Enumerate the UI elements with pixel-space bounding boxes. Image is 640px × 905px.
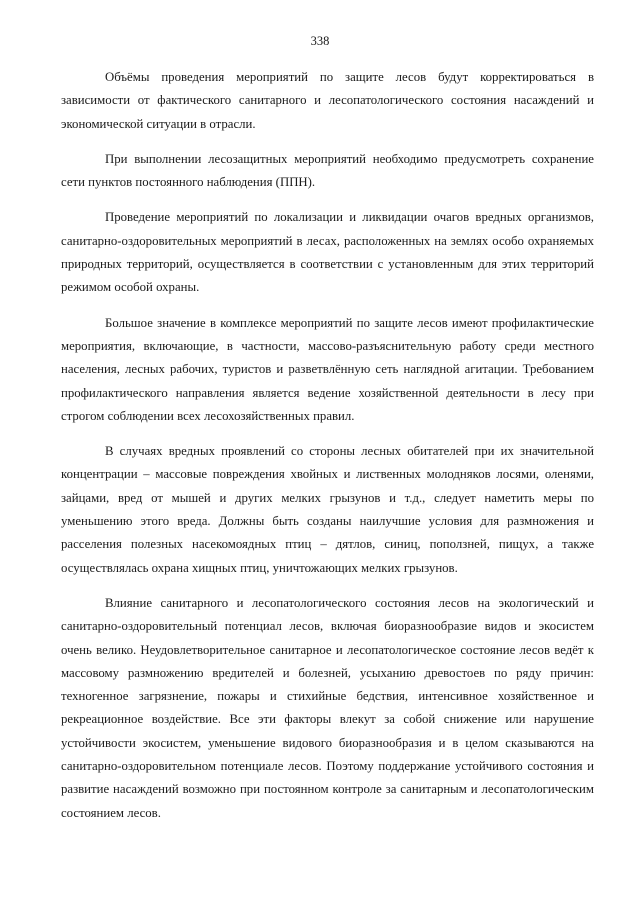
page-number: 338 xyxy=(310,34,330,48)
paragraph-volume-adjustment: Объёмы проведения мероприятий по защите лесов будут корректироваться в зависимости от фактического санитарного и лесопатологического состояния насаждений и экономической ситуации в отрасли. xyxy=(61,70,594,131)
paragraph-observation-points: При выполнении лесозащитных мероприятий необходимо предусмотреть сохранение сети пунктов постоянного наблюдения (ППН). xyxy=(61,151,594,190)
paragraph-preventive-measures: Большое значение в комплексе мероприятий по защите лесов имеют профилактические мероприятия, включающие, в частности, массово-разъяснительную работу среди местного населения, лесных рабочих, туристов и разветвлённую сеть наглядной агитации. Требованием профилактического направления является ведение хозяйственной деятельности в лесу при строгом соблюдении всех лесохозяйственных правил. xyxy=(61,315,594,423)
paragraph-sanitary-condition: Влияние санитарного и лесопатологического состояния лесов на экологический и санитарно-оздоровительный потенциал лесов, включая биоразнообразие видов и экосистем очень велико. Неудовлетворительное санитарное и лесопатологическое состояние лесов ведёт к массовому размножению вредителей и болезней, усыханию древостоев по ряду причин: техногенное загрязнение, пожары и стихийные бедствия, интенсивное хозяйственное и рекреационное воздействие. Все эти факторы влекут за собой снижение или нарушение устойчивости экосистем, уменьшение видового биоразнообразия и в целом сказываются на санитарно-оздоровительном потенциале лесов. Поэтому поддержание устойчивого состояния и развитие насаждений возможно при постоянном контроле за санитарным и лесопатологическим состоянием лесов. xyxy=(61,595,594,820)
paragraph-forest-dwellers: В случаях вредных проявлений со стороны лесных обитателей при их значительной концентрации – массовые повреждения хвойных и лиственных молодняков лосями, оленями, зайцами, вред от мышей и других мелких грызунов и т.д., следует наметить меры по уменьшению этого вреда. Должны быть созданы наилучшие условия для размножения и расселения полезных насекомоядных птиц – дятлов, синиц, поползней, пищух, а также осуществлялась охрана хищных птиц, уничтожающих мелких грызунов. xyxy=(61,444,594,575)
paragraph-protected-territories: Проведение мероприятий по локализации и ликвидации очагов вредных организмов, санитарно-оздоровительных мероприятий в лесах, расположенных на землях особо охраняемых природных территорий, осуществляется в соответствии с установленным для этих территорий режимом особой охраны. xyxy=(61,210,594,295)
body-text xyxy=(61,66,594,837)
